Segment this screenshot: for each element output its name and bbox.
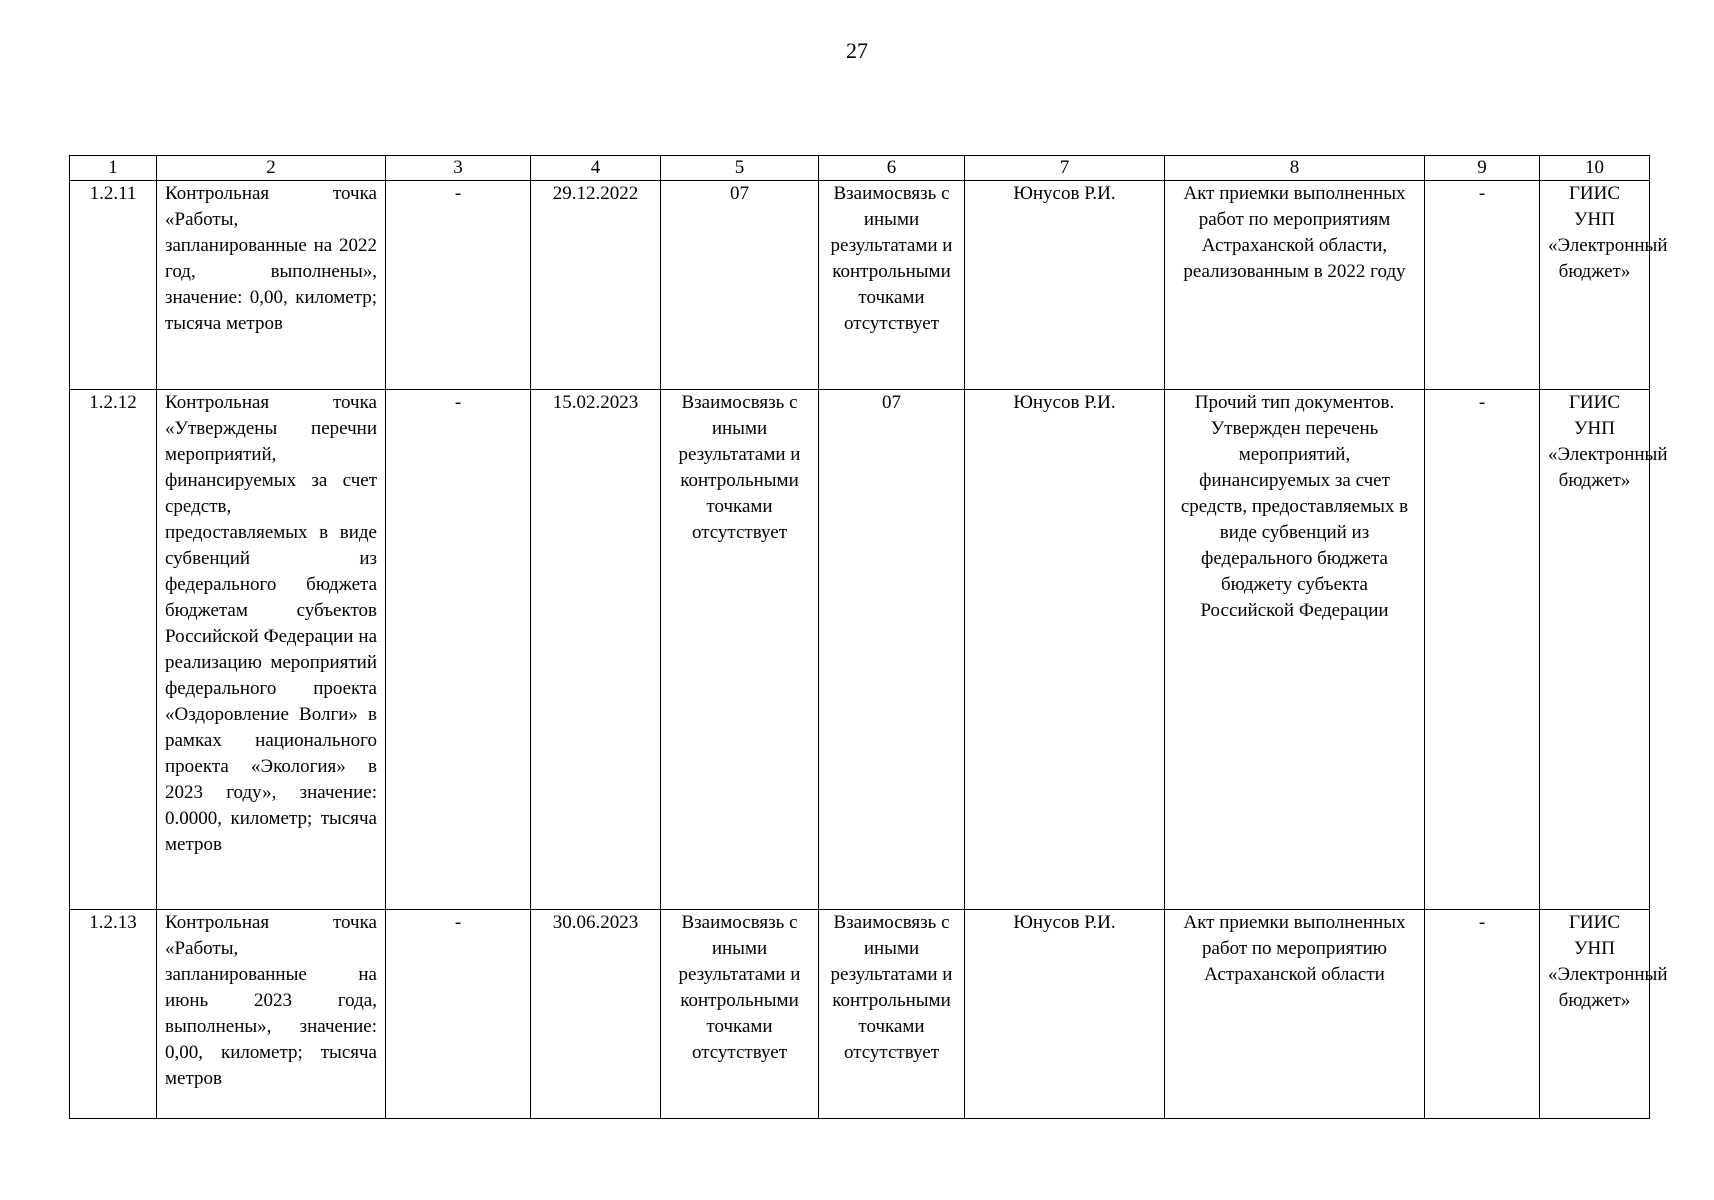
control-points-table [69,155,1668,1119]
document-type: Акт приемки выполненных работ по мероприятиям Астраханской области, реализованным в 2022 году [1165,181,1425,390]
header-cell: 2 [157,156,386,181]
column-6-value: 07 [819,390,965,910]
column-5-value: 07 [661,181,819,390]
row-number: 1.2.11 [70,181,157,390]
information-system: ГИИС УНП «Электронный бюджет» [1540,181,1650,390]
responsible-person: Юнусов Р.И. [965,181,1165,390]
page-number: 27 [846,38,868,63]
control-point-name: Контрольная точка «Работы, запланированные на июнь 2023 года, выполнены», значение: 0,00, километр; тысяча метров [157,910,386,1119]
table-row [70,910,1650,1119]
control-point-name: Контрольная точка «Работы, запланированные на 2022 год, выполнены», значение: 0,00, километр; тысяча метров [157,181,386,390]
information-system: ГИИС УНП «Электронный бюджет» [1540,390,1650,910]
header-cell: 7 [965,156,1165,181]
column-6-value: Взаимосвязь с иными результатами и контрольными точками отсутствует [819,910,965,1119]
responsible-person: Юнусов Р.И. [965,910,1165,1119]
header-cell: 3 [386,156,531,181]
row-number: 1.2.12 [70,390,157,910]
header-cell: 4 [531,156,661,181]
column-9-value: - [1425,390,1540,910]
document-type: Акт приемки выполненных работ по мероприятию Астраханской области [1165,910,1425,1119]
header-cell: 6 [819,156,965,181]
header-cell: 8 [1165,156,1425,181]
header-cell: 9 [1425,156,1540,181]
column-9-value: - [1425,910,1540,1119]
document-type: Прочий тип документов. Утвержден перечень мероприятий, финансируемых за счет средств, предоставляемых в виде субвенций из федерального бюджета бюджету субъекта Российской Федерации [1165,390,1425,910]
header-cell: 10 [1540,156,1650,181]
column-3-value: - [386,181,531,390]
column-6-value: Взаимосвязь с иными результатами и контрольными точками отсутствует [819,181,965,390]
date-cell: 15.02.2023 [531,390,661,910]
header-cell: 5 [661,156,819,181]
header-cell: 1 [70,156,157,181]
date-cell: 30.06.2023 [531,910,661,1119]
column-5-value: Взаимосвязь с иными результатами и контрольными точками отсутствует [661,910,819,1119]
header-row [70,156,1650,181]
responsible-person: Юнусов Р.И. [965,390,1165,910]
control-point-name: Контрольная точка «Утверждены перечни мероприятий, финансируемых за счет средств, предоставляемых в виде субвенций из федерального бюджета бюджетам субъектов Российской Федерации на реализацию мероприятий федерального проекта «Оздоровление Волги» в рамках национального проекта «Экология» в 2023 году», значение: 0.0000, километр; тысяча метров [157,390,386,910]
column-3-value: - [386,910,531,1119]
row-number: 1.2.13 [70,910,157,1119]
column-5-value: Взаимосвязь с иными результатами и контрольными точками отсутствует [661,390,819,910]
column-3-value: - [386,390,531,910]
date-cell: 29.12.2022 [531,181,661,390]
column-9-value: - [1425,181,1540,390]
information-system: ГИИС УНП «Электронный бюджет» [1540,910,1650,1119]
table-row [70,181,1650,390]
table-row [70,390,1650,910]
